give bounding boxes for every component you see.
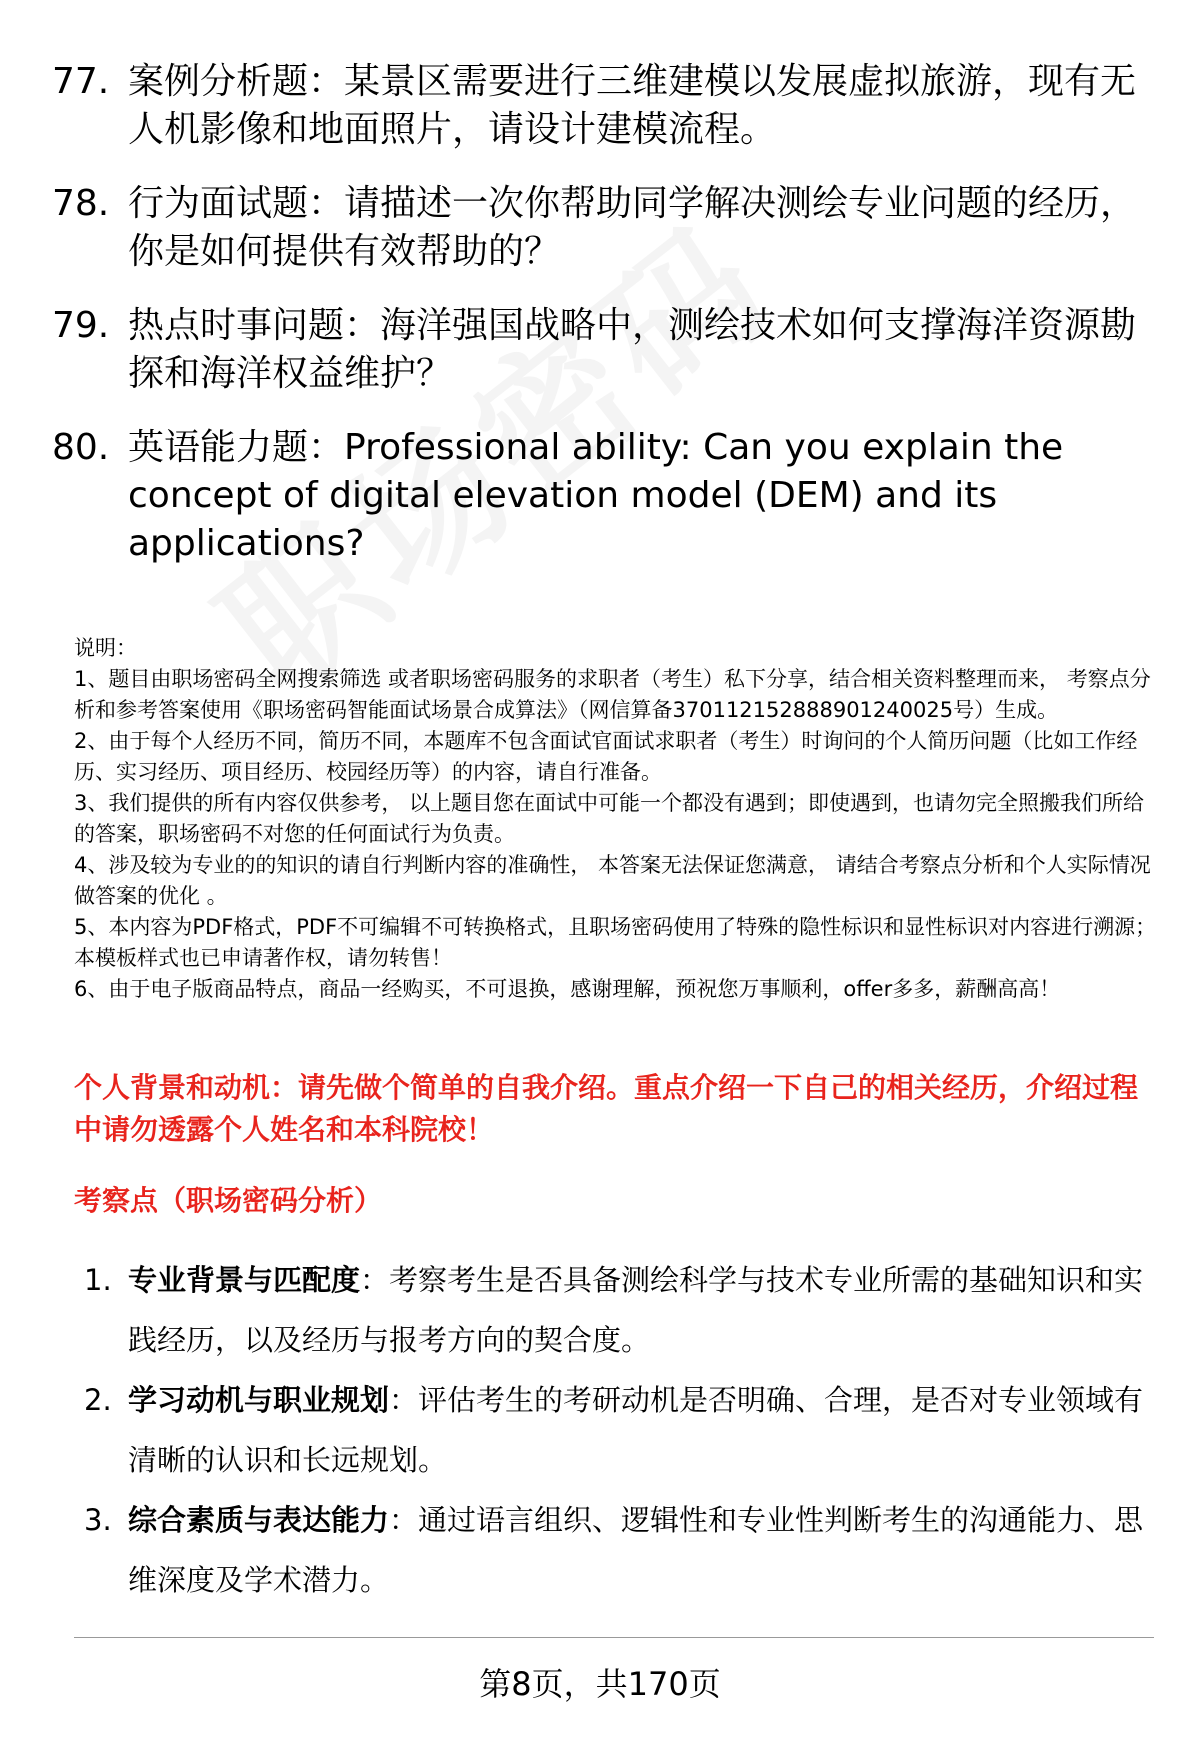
- point-term: 专业背景与匹配度: [128, 1263, 361, 1297]
- note-item: 5、本内容为PDF格式，PDF不可编辑不可转换格式，且职场密码使用了特殊的隐性标识和显性标识对内容进行溯源；本模板样式也已申请著作权，请勿转售！: [74, 915, 1157, 970]
- notes-title: 说明：: [74, 636, 137, 660]
- question-text: 英语能力题：Professional ability: Can you explain the concept of digital elevation model (DEM) and its applications?: [128, 427, 1064, 564]
- note-item: 3、我们提供的所有内容仅供参考， 以上题目您在面试中可能一个都没有遇到；即使遇到，也请勿完全照搬我们所给的答案，职场密码不对您的任何面试行为负责。: [74, 791, 1145, 846]
- note-item: 6、由于电子版商品特点，商品一经购买，不可退换，感谢理解，预祝您万事顺利，offer多多，薪酬高高！: [74, 977, 1061, 1001]
- question-number: 77.: [52, 61, 110, 102]
- point-number: 2.: [84, 1383, 112, 1417]
- note-item: 2、由于每个人经历不同，简历不同，本题库不包含面试官面试求职者（考生）时询问的个人简历问题（比如工作经历、实习经历、项目经历、校园经历等）的内容，请自行准备。: [74, 729, 1138, 784]
- point-text: ：通过语言组织、逻辑性和专业性判断考生的沟通能力、思维深度及学术潜力。: [128, 1503, 1144, 1597]
- point-item: [84, 1370, 1154, 1490]
- point-body: [128, 1370, 1144, 1490]
- point-item: [84, 1250, 1154, 1370]
- question-item: [52, 302, 1152, 398]
- page-number: 第8页，共170页: [479, 1665, 721, 1703]
- question-number: 79.: [52, 305, 110, 346]
- point-number: 3.: [84, 1503, 112, 1537]
- point-text: ：评估考生的考研动机是否明确、合理，是否对专业领域有清晰的认识和长远规划。: [128, 1383, 1144, 1477]
- intro-question-heading: 个人背景和动机：请先做个简单的自我介绍。重点介绍一下自己的相关经历，介绍过程中请勿透露个人姓名和本科院校！: [74, 1071, 1139, 1146]
- question-item: [52, 180, 1152, 276]
- footer-divider: [74, 1637, 1154, 1638]
- question-number: 80.: [52, 427, 110, 468]
- question-item: [52, 424, 1152, 568]
- point-term: 综合素质与表达能力: [128, 1503, 390, 1537]
- question-text: 热点时事问题：海洋强国战略中，测绘技术如何支撑海洋资源勘探和海洋权益维护？: [128, 305, 1137, 394]
- question-list: [52, 58, 1152, 594]
- points-list: [84, 1250, 1154, 1610]
- point-term: 学习动机与职业规划: [128, 1383, 390, 1417]
- question-number: 78.: [52, 183, 110, 224]
- point-text: ：考察考生是否具备测绘科学与技术专业所需的基础知识和实践经历，以及经历与报考方向的契合度。: [128, 1263, 1144, 1357]
- question-text: 行为面试题：请描述一次你帮助同学解决测绘专业问题的经历，你是如何提供有效帮助的？: [128, 183, 1137, 272]
- points-heading: 考察点（职场密码分析）: [74, 1184, 383, 1217]
- point-body: [128, 1250, 1144, 1370]
- question-text: 案例分析题：某景区需要进行三维建模以发展虚拟旅游，现有无人机影像和地面照片，请设计建模流程。: [128, 61, 1137, 150]
- point-number: 1.: [84, 1263, 112, 1297]
- notes-section: [74, 633, 1164, 1005]
- question-item: [52, 58, 1152, 154]
- point-item: [84, 1490, 1154, 1610]
- note-item: 4、涉及较为专业的的知识的请自行判断内容的准确性， 本答案无法保证您满意， 请结合考察点分析和个人实际情况做答案的优化 。: [74, 853, 1151, 908]
- note-item: 1、题目由职场密码全网搜索筛选 或者职场密码服务的求职者（考生）私下分享，结合相关资料整理而来， 考察点分析和参考答案使用《职场密码智能面试场景合成算法》（网信算备370112152888901240025号）生成。: [74, 667, 1151, 722]
- point-body: [128, 1490, 1144, 1610]
